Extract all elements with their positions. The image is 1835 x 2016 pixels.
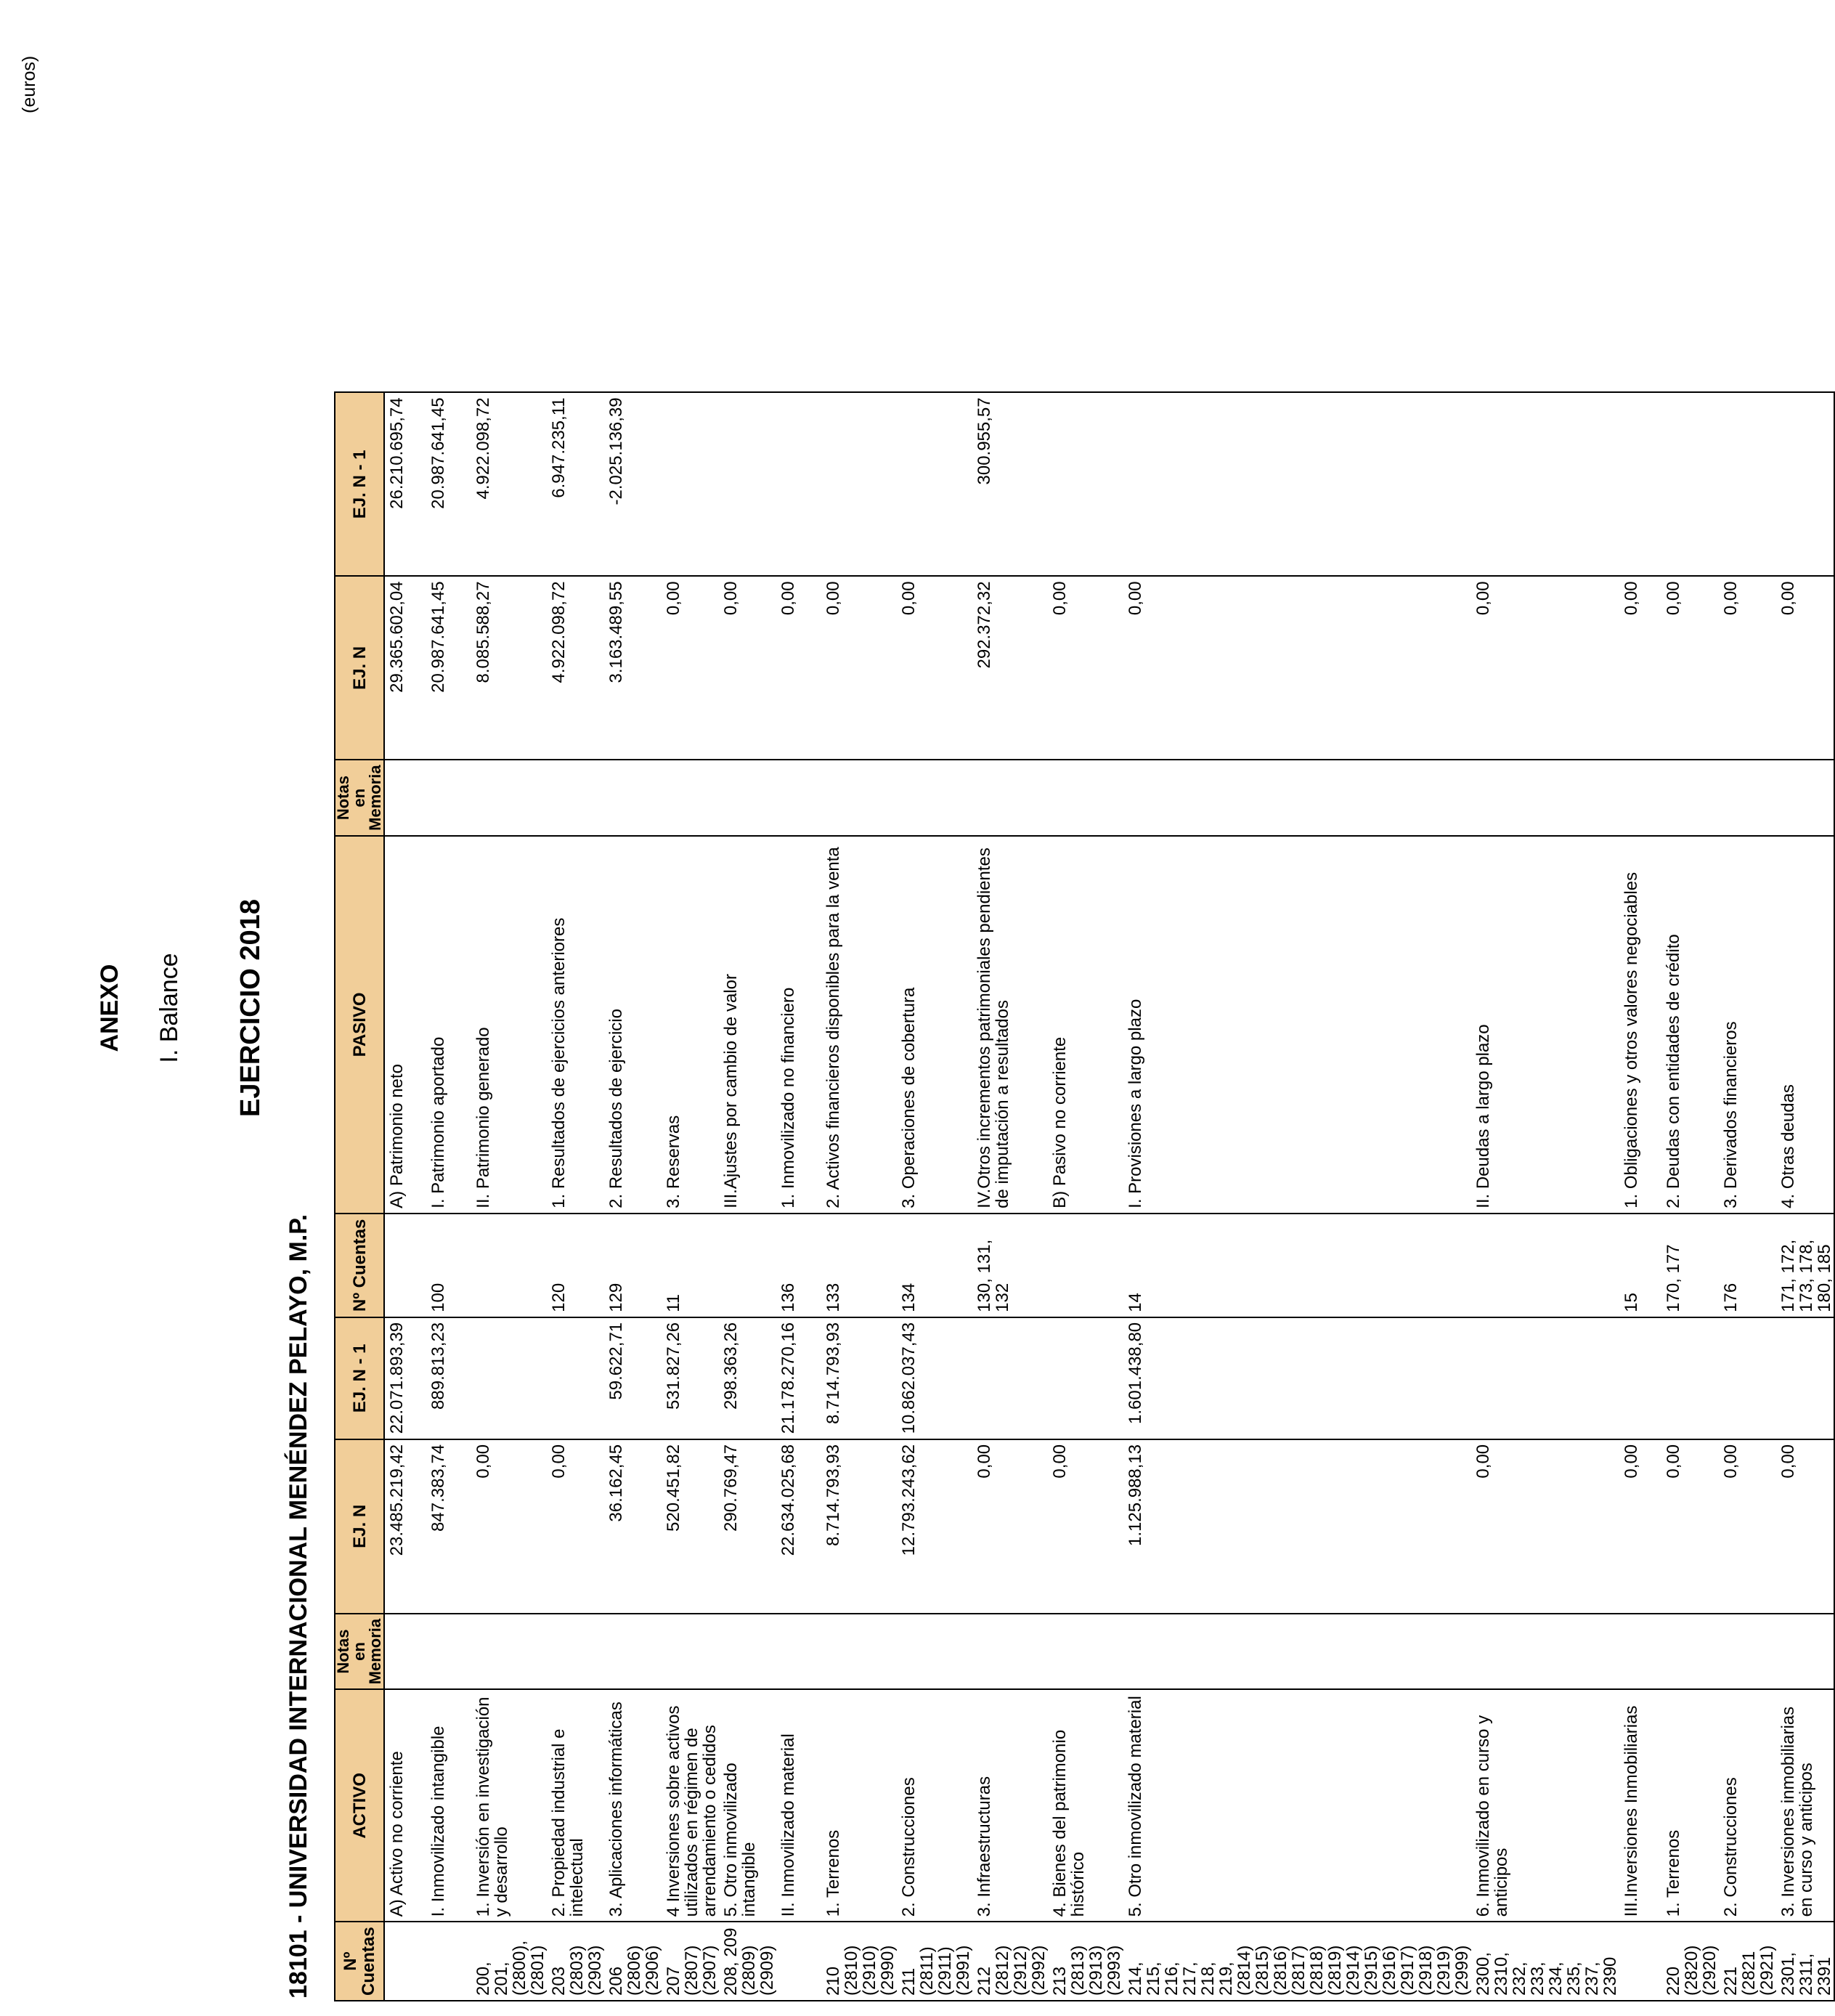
activo-notas-cell [1123, 1614, 1471, 1689]
table-row [972, 392, 1048, 2001]
col-pasivo: PASIVO [335, 836, 384, 1214]
activo-account-cell: 200, 201, (2800), (2801) [471, 1922, 547, 2001]
activo-account-cell: 2301, 2311, 2391 [1776, 1922, 1834, 2001]
pasivo-ejn1-cell [1719, 392, 1776, 576]
activo-ejn1-cell [547, 1317, 604, 1439]
table-header [335, 392, 384, 2001]
activo-ejn-cell: 22.634.025,68 [776, 1439, 821, 1614]
pasivo-label-cell: B) Pasivo no corriente [1048, 836, 1123, 1214]
pasivo-label-cell: I. Provisiones a largo plazo [1123, 836, 1471, 1214]
pasivo-notas-cell [1471, 760, 1619, 835]
pasivo-label-cell: 1. Resultados de ejercicios anteriores [547, 836, 604, 1214]
activo-ejn1-cell: 298.363,26 [719, 1317, 776, 1439]
activo-label-cell: 5. Otro inmovilizado material [1123, 1689, 1471, 1922]
activo-label-cell: 3. Inversiones inmobiliarias en curso y anticipos [1776, 1689, 1834, 1922]
activo-account-cell: 214, 215, 216, 217, 218, 219, (2814) (2815) (2816) (2817) (2818) (2819) (2914) (2915) (2916) (2917) (2918) (2919) (2999) [1123, 1922, 1471, 2001]
pasivo-label-cell: 2. Resultados de ejercicio [604, 836, 662, 1214]
pasivo-label-cell: A) Patrimonio neto [384, 836, 426, 1214]
pasivo-notas-cell [821, 760, 897, 835]
pasivo-ejn1-cell [1123, 392, 1471, 576]
pasivo-ejn1-cell: 4.922.098,72 [471, 392, 547, 576]
activo-notas-cell [719, 1614, 776, 1689]
activo-account-cell: 206 (2806) (2906) [604, 1922, 662, 2001]
pasivo-account-cell [1471, 1214, 1619, 1317]
activo-account-cell: 212 (2812) (2912) (2992) [972, 1922, 1048, 2001]
col-ejn1-activo: EJ. N - 1 [335, 1317, 384, 1439]
activo-notas-cell [1719, 1614, 1776, 1689]
pasivo-notas-cell [1661, 760, 1719, 835]
activo-ejn-cell: 0,00 [972, 1439, 1048, 1614]
activo-label-cell: A) Activo no corriente [384, 1689, 426, 1922]
activo-ejn-cell: 36.162,45 [604, 1439, 662, 1614]
activo-account-cell [1619, 1922, 1661, 2001]
activo-ejn-cell: 0,00 [1471, 1439, 1619, 1614]
pasivo-ejn1-cell: 300.955,57 [972, 392, 1048, 576]
table-row [1661, 392, 1719, 2001]
table-row [1123, 392, 1471, 2001]
pasivo-ejn-cell: 0,00 [662, 576, 719, 760]
activo-ejn1-cell: 59.622,71 [604, 1317, 662, 1439]
activo-ejn1-cell: 531.827,26 [662, 1317, 719, 1439]
table-row [426, 392, 471, 2001]
activo-account-cell [426, 1922, 471, 2001]
table-row [719, 392, 776, 2001]
pasivo-account-cell [384, 1214, 426, 1317]
activo-account-cell: 221 (2821 (2921) [1719, 1922, 1776, 2001]
activo-notas-cell [776, 1614, 821, 1689]
pasivo-ejn1-cell [662, 392, 719, 576]
activo-ejn1-cell: 10.862.037,43 [897, 1317, 972, 1439]
col-cuentas-activo: Nº Cuentas [335, 1922, 384, 2001]
activo-ejn1-cell [471, 1317, 547, 1439]
pasivo-ejn-cell: 4.922.098,72 [547, 576, 604, 760]
table-row [897, 392, 972, 2001]
activo-notas-cell [1471, 1614, 1619, 1689]
activo-notas-cell [821, 1614, 897, 1689]
pasivo-label-cell: II. Deudas a largo plazo [1471, 836, 1619, 1214]
pasivo-notas-cell [604, 760, 662, 835]
pasivo-account-cell: 136 [776, 1214, 821, 1317]
activo-ejn1-cell: 1.601.438,80 [1123, 1317, 1471, 1439]
activo-ejn-cell: 847.383,74 [426, 1439, 471, 1614]
activo-account-cell: 210 (2810) (2910) (2990) [821, 1922, 897, 2001]
pasivo-ejn-cell: 0,00 [1719, 576, 1776, 760]
activo-account-cell [776, 1922, 821, 2001]
pasivo-account-cell: 176 [1719, 1214, 1776, 1317]
pasivo-ejn1-cell [1471, 392, 1619, 576]
activo-ejn-cell: 0,00 [1619, 1439, 1661, 1614]
pasivo-label-cell: 1. Inmovilizado no financiero [776, 836, 821, 1214]
activo-label-cell: 5. Otro inmovilizado intangible [719, 1689, 776, 1922]
pasivo-ejn-cell: 0,00 [1471, 576, 1619, 760]
pasivo-notas-cell [1719, 760, 1776, 835]
activo-notas-cell [662, 1614, 719, 1689]
activo-ejn-cell: 0,00 [1048, 1439, 1123, 1614]
pasivo-ejn-cell: 0,00 [1661, 576, 1719, 760]
table-row [776, 392, 821, 2001]
pasivo-notas-cell [776, 760, 821, 835]
table-row [1471, 392, 1619, 2001]
pasivo-account-cell [1048, 1214, 1123, 1317]
activo-ejn1-cell: 21.178.270,16 [776, 1317, 821, 1439]
activo-ejn1-cell [1619, 1317, 1661, 1439]
table-row [471, 392, 547, 2001]
balance-title: I. Balance [155, 953, 183, 1063]
activo-label-cell: 1. Terrenos [1661, 1689, 1719, 1922]
activo-notas-cell [1048, 1614, 1123, 1689]
pasivo-notas-cell [1776, 760, 1834, 835]
col-cuentas-pasivo: Nº Cuentas [335, 1214, 384, 1317]
pasivo-ejn-cell: 0,00 [719, 576, 776, 760]
pasivo-ejn-cell: 0,00 [1123, 576, 1471, 760]
activo-ejn1-cell [1661, 1317, 1719, 1439]
pasivo-account-cell: 130, 131, 132 [972, 1214, 1048, 1317]
pasivo-account-cell: 100 [426, 1214, 471, 1317]
activo-account-cell: 208, 209 (2809) (2909) [719, 1922, 776, 2001]
activo-ejn1-cell [1776, 1317, 1834, 1439]
ejercicio-title: EJERCICIO 2018 [235, 899, 266, 1117]
pasivo-notas-cell [1619, 760, 1661, 835]
col-notas-activo: Notas en Memoria [335, 1614, 384, 1689]
pasivo-ejn1-cell: -2.025.136,39 [604, 392, 662, 576]
pasivo-ejn-cell: 0,00 [1619, 576, 1661, 760]
pasivo-ejn-cell: 292.372,32 [972, 576, 1048, 760]
pasivo-label-cell: I. Patrimonio aportado [426, 836, 471, 1214]
pasivo-ejn-cell: 29.365.602,04 [384, 576, 426, 760]
col-notas-pasivo: Notas en Memoria [335, 760, 384, 835]
table-row [1719, 392, 1776, 2001]
pasivo-label-cell: 3. Derivados financieros [1719, 836, 1776, 1214]
activo-ejn-cell: 0,00 [1776, 1439, 1834, 1614]
table-row [547, 392, 604, 2001]
pasivo-ejn1-cell [1048, 392, 1123, 576]
pasivo-ejn1-cell: 26.210.695,74 [384, 392, 426, 576]
pasivo-account-cell: 129 [604, 1214, 662, 1317]
activo-notas-cell [1619, 1614, 1661, 1689]
units-label: (euros) [19, 55, 39, 113]
activo-ejn1-cell: 889.813,23 [426, 1317, 471, 1439]
activo-ejn1-cell [1048, 1317, 1123, 1439]
activo-notas-cell [547, 1614, 604, 1689]
pasivo-label-cell: IV.Otros incrementos patrimoniales pendientes de imputación a resultados [972, 836, 1048, 1214]
pasivo-ejn1-cell [719, 392, 776, 576]
pasivo-ejn1-cell [1661, 392, 1719, 576]
pasivo-notas-cell [719, 760, 776, 835]
activo-ejn-cell: 12.793.243,62 [897, 1439, 972, 1614]
activo-account-cell: 203 (2803) (2903) [547, 1922, 604, 2001]
pasivo-label-cell: 2. Activos financieros disponibles para la venta [821, 836, 897, 1214]
pasivo-label-cell: 3. Operaciones de cobertura [897, 836, 972, 1214]
activo-ejn-cell: 0,00 [471, 1439, 547, 1614]
pasivo-account-cell: 171, 172, 173, 178, 180, 185 [1776, 1214, 1834, 1317]
pasivo-ejn-cell: 20.987.641,45 [426, 576, 471, 760]
activo-account-cell: 207 (2807) (2907) [662, 1922, 719, 2001]
pasivo-ejn-cell: 0,00 [821, 576, 897, 760]
activo-label-cell: 2. Propiedad industrial e intelectual [547, 1689, 604, 1922]
pasivo-account-cell: 120 [547, 1214, 604, 1317]
activo-ejn-cell: 0,00 [1719, 1439, 1776, 1614]
table-row [1619, 392, 1661, 2001]
pasivo-label-cell: 1. Obligaciones y otros valores negociables [1619, 836, 1661, 1214]
pasivo-account-cell: 14 [1123, 1214, 1471, 1317]
activo-notas-cell [1776, 1614, 1834, 1689]
pasivo-ejn-cell: 0,00 [776, 576, 821, 760]
pasivo-label-cell: 2. Deudas con entidades de crédito [1661, 836, 1719, 1214]
activo-ejn-cell: 23.485.219,42 [384, 1439, 426, 1614]
pasivo-account-cell [471, 1214, 547, 1317]
pasivo-label-cell: 3. Reservas [662, 836, 719, 1214]
pasivo-ejn1-cell [897, 392, 972, 576]
activo-notas-cell [897, 1614, 972, 1689]
activo-ejn1-cell [972, 1317, 1048, 1439]
activo-ejn1-cell: 8.714.793,93 [821, 1317, 897, 1439]
activo-label-cell: II. Inmovilizado material [776, 1689, 821, 1922]
anexo-title: ANEXO [96, 964, 123, 1052]
table-row [384, 392, 426, 2001]
activo-label-cell: 1. Inversión en investigación y desarrollo [471, 1689, 547, 1922]
activo-label-cell: 2. Construcciones [1719, 1689, 1776, 1922]
activo-notas-cell [1661, 1614, 1719, 1689]
col-ejn-activo: EJ. N [335, 1439, 384, 1614]
balance-table [334, 391, 1835, 2001]
pasivo-notas-cell [662, 760, 719, 835]
activo-ejn1-cell: 22.071.893,39 [384, 1317, 426, 1439]
activo-ejn-cell: 290.769,47 [719, 1439, 776, 1614]
col-activo: ACTIVO [335, 1689, 384, 1922]
activo-label-cell: 6. Inmovilizado en curso y anticipos [1471, 1689, 1619, 1922]
activo-ejn1-cell [1719, 1317, 1776, 1439]
activo-notas-cell [426, 1614, 471, 1689]
pasivo-account-cell: 11 [662, 1214, 719, 1317]
pasivo-ejn1-cell [821, 392, 897, 576]
pasivo-notas-cell [972, 760, 1048, 835]
activo-notas-cell [604, 1614, 662, 1689]
pasivo-notas-cell [384, 760, 426, 835]
activo-label-cell: 3. Infraestructuras [972, 1689, 1048, 1922]
pasivo-ejn-cell: 0,00 [1776, 576, 1834, 760]
col-ejn-pasivo: EJ. N [335, 576, 384, 760]
activo-label-cell: 2. Construcciones [897, 1689, 972, 1922]
activo-label-cell: 4. Bienes del patrimonio histórico [1048, 1689, 1123, 1922]
pasivo-account-cell: 15 [1619, 1214, 1661, 1317]
activo-account-cell: 211 (2811) (2911) (2991) [897, 1922, 972, 2001]
activo-account-cell: 2300, 2310, 232, 233, 234, 235, 237, 2390 [1471, 1922, 1619, 2001]
pasivo-notas-cell [1048, 760, 1123, 835]
pasivo-ejn1-cell [1619, 392, 1661, 576]
activo-label-cell: 1. Terrenos [821, 1689, 897, 1922]
pasivo-label-cell: 4. Otras deudas [1776, 836, 1834, 1214]
activo-ejn-cell: 0,00 [547, 1439, 604, 1614]
activo-ejn-cell: 1.125.988,13 [1123, 1439, 1471, 1614]
table-row [1776, 392, 1834, 2001]
pasivo-ejn-cell: 0,00 [897, 576, 972, 760]
activo-ejn1-cell [1471, 1317, 1619, 1439]
table-row [662, 392, 719, 2001]
pasivo-ejn1-cell [1776, 392, 1834, 576]
activo-label-cell: 4 Inversiones sobre activos utilizados en régimen de arrendamiento o cedidos [662, 1689, 719, 1922]
entity-name: 18101 - UNIVERSIDAD INTERNACIONAL MENÉNDEZ PELAYO, M.P. [285, 1214, 312, 1999]
pasivo-notas-cell [547, 760, 604, 835]
activo-notas-cell [384, 1614, 426, 1689]
activo-account-cell [384, 1922, 426, 2001]
pasivo-notas-cell [471, 760, 547, 835]
activo-label-cell: 3. Aplicaciones informáticas [604, 1689, 662, 1922]
activo-ejn-cell: 8.714.793,93 [821, 1439, 897, 1614]
pasivo-ejn-cell: 8.085.588,27 [471, 576, 547, 760]
pasivo-account-cell [719, 1214, 776, 1317]
pasivo-ejn1-cell: 20.987.641,45 [426, 392, 471, 576]
pasivo-account-cell: 170, 177 [1661, 1214, 1719, 1317]
table-row [604, 392, 662, 2001]
activo-ejn-cell: 0,00 [1661, 1439, 1719, 1614]
pasivo-ejn-cell: 0,00 [1048, 576, 1123, 760]
pasivo-label-cell: II. Patrimonio generado [471, 836, 547, 1214]
table-row [1048, 392, 1123, 2001]
activo-label-cell: I. Inmovilizado intangible [426, 1689, 471, 1922]
pasivo-notas-cell [897, 760, 972, 835]
pasivo-ejn1-cell [776, 392, 821, 576]
pasivo-label-cell: III.Ajustes por cambio de valor [719, 836, 776, 1214]
col-ejn1-pasivo: EJ. N - 1 [335, 392, 384, 576]
activo-label-cell: III.Inversiones Inmobiliarias [1619, 1689, 1661, 1922]
pasivo-ejn1-cell: 6.947.235,11 [547, 392, 604, 576]
activo-ejn-cell: 520.451,82 [662, 1439, 719, 1614]
activo-notas-cell [972, 1614, 1048, 1689]
pasivo-account-cell: 133 [821, 1214, 897, 1317]
table-row [821, 392, 897, 2001]
pasivo-notas-cell [426, 760, 471, 835]
activo-account-cell: 220 (2820) (2920) [1661, 1922, 1719, 2001]
activo-account-cell: 213 (2813) (2913) (2993) [1048, 1922, 1123, 2001]
pasivo-ejn-cell: 3.163.489,55 [604, 576, 662, 760]
activo-notas-cell [471, 1614, 547, 1689]
pasivo-account-cell: 134 [897, 1214, 972, 1317]
pasivo-notas-cell [1123, 760, 1471, 835]
